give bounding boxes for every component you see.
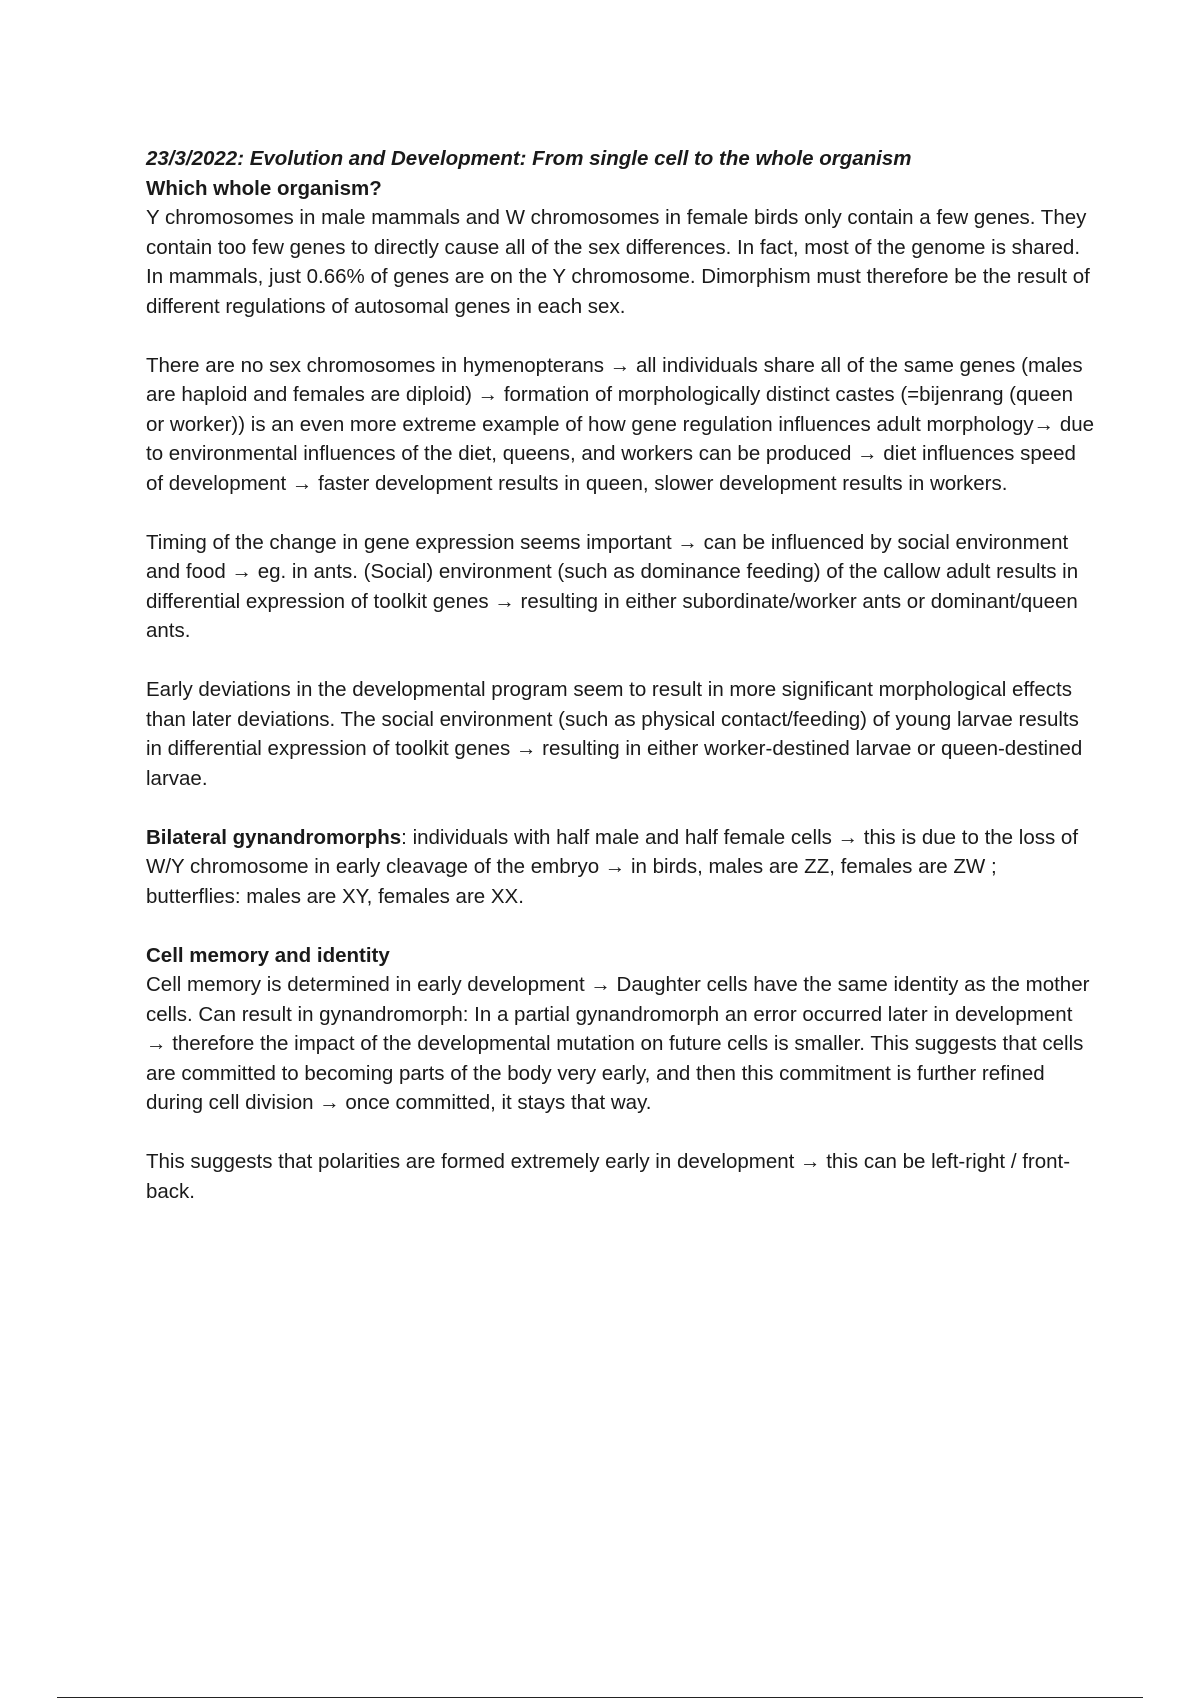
section-heading-cell-memory: Cell memory and identity xyxy=(146,943,390,967)
paragraph-bilateral-gynandromorphs xyxy=(146,823,1096,912)
footer-divider xyxy=(57,1697,1143,1698)
definition-bilateral-gynandromorphs: : individuals with half male and half female cells → this is due to the loss of W/Y chromosome in early cleavage of the embryo → in birds, males are ZZ, females are ZW ; butterflies: males are XY, females are XX. xyxy=(146,825,1079,908)
paragraph-early-deviations: Early deviations in the developmental program seem to result in more significant morphological effects than later deviations. The social environment (such as physical contact/feeding) of young larvae results in differential expression of toolkit genes → resulting in either worker-destined larvae or queen-destined larvae. xyxy=(146,678,1083,790)
paragraph-hymenopterans: There are no sex chromosomes in hymenopterans → all individuals share all of the same genes (males are haploid and females are diploid) → formation of morphologically distinct castes (=bijenrang (queen or worker)) is an even more extreme example of how gene regulation influences adult morphology→ due to environmental influences of the diet, queens, and workers can be produced → diet influences speed of development → faster development results in queen, slower development results in workers. xyxy=(146,353,1095,495)
paragraph-cell-memory: Cell memory is determined in early development → Daughter cells have the same identity as the mother cells. Can result in gynandromorph: In a partial gynandromorph an error occurred later in development → therefore the impact of the developmental mutation on future cells is smaller. This suggests that cells are committed to becoming parts of the body very early, and then this commitment is further refined during cell division → once committed, it stays that way. xyxy=(146,973,1090,1114)
document-body xyxy=(146,144,1096,1206)
term-bilateral-gynandromorphs: Bilateral gynandromorphs xyxy=(146,825,402,849)
document-title: 23/3/2022: Evolution and Development: From single cell to the whole organism xyxy=(146,147,912,170)
paragraph-sex-chromosomes: Y chromosomes in male mammals and W chromosomes in female birds only contain a few genes. They contain too few genes to directly cause all of the sex differences. In fact, most of the genome is shared. In mammals, just 0.66% of genes are on the Y chromosome. Dimorphism must therefore be the result of different regulations of autosomal genes in each sex. xyxy=(146,206,1090,318)
paragraph-polarities: This suggests that polarities are formed extremely early in development → this can be left-right / front-back. xyxy=(146,1150,1071,1203)
section-heading-which-whole-organism: Which whole organism? xyxy=(146,176,382,200)
paragraph-timing-gene-expression: Timing of the change in gene expression seems important → can be influenced by social environment and food → eg. in ants. (Social) environment (such as dominance feeding) of the callow adult results in differential expression of toolkit genes → resulting in either subordinate/worker ants or dominant/queen ants. xyxy=(146,530,1079,642)
